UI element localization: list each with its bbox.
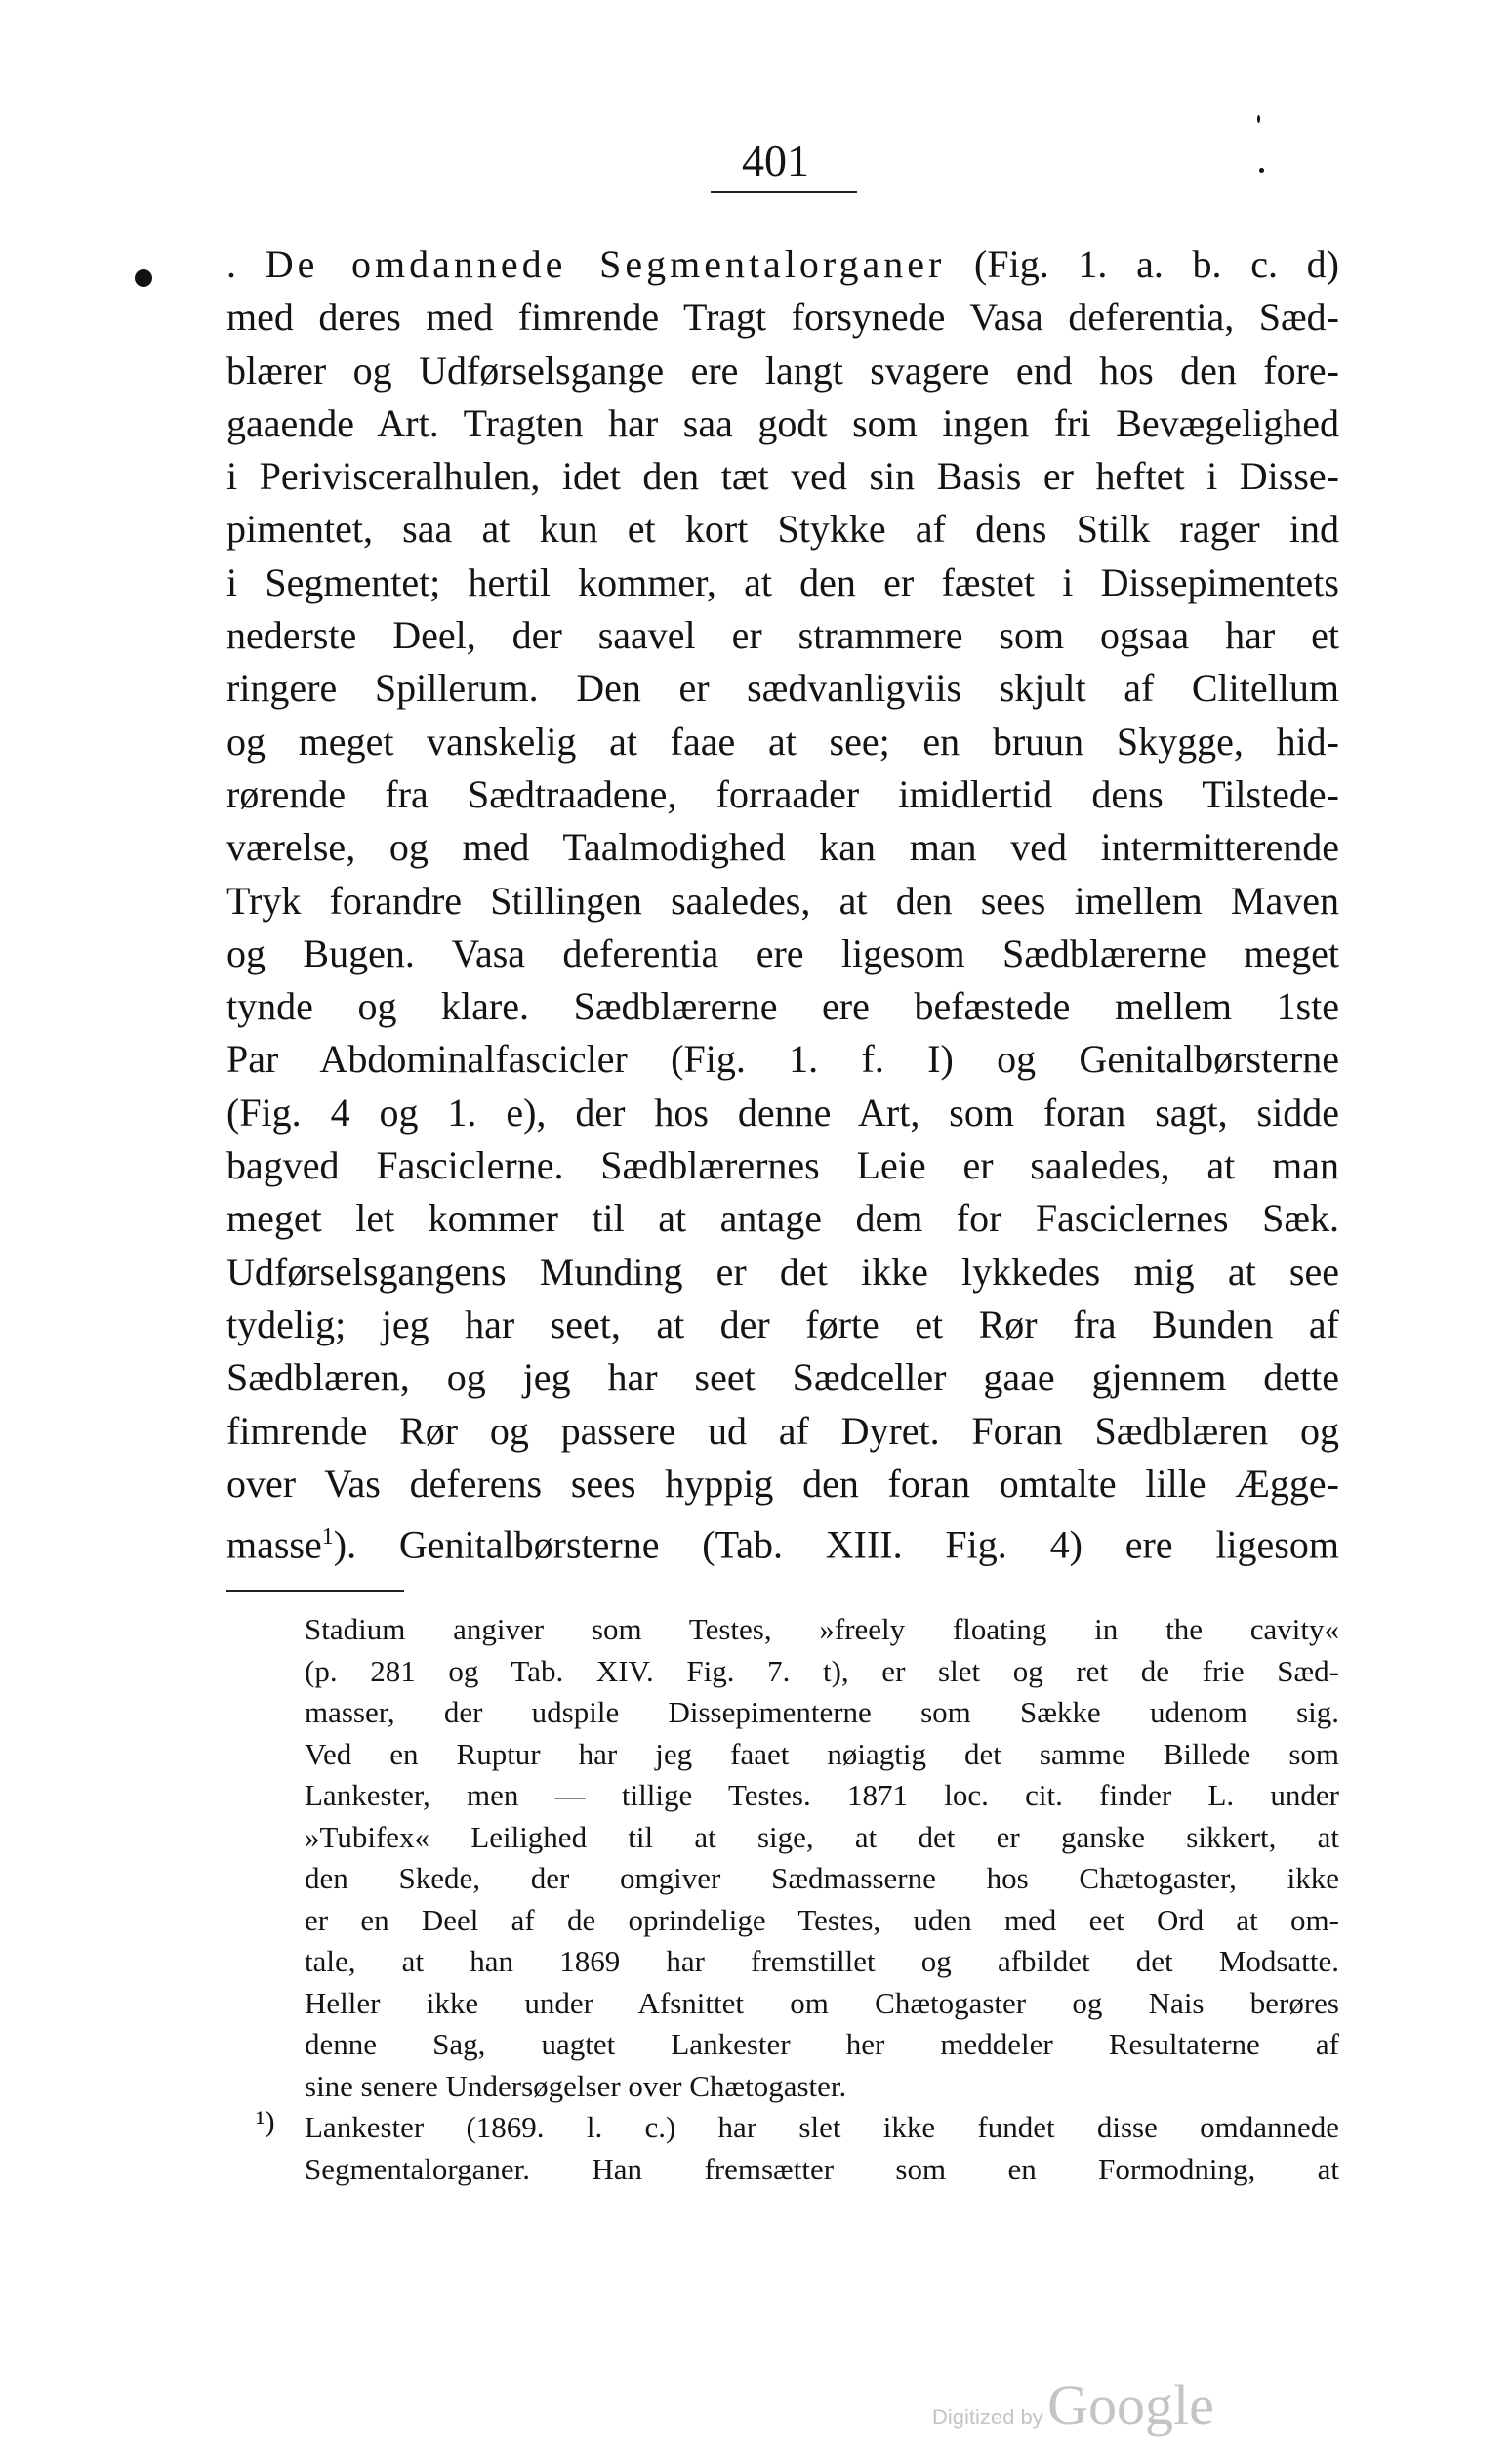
body-line: meget let kommer til at antage dem for Fasciclernes Sæk. bbox=[226, 1196, 1339, 1241]
footnote-line: Stadium angiver som Testes, »freely floating in the cavity« bbox=[305, 1612, 1339, 1646]
footnote-anchor-word: masse bbox=[226, 1522, 322, 1567]
body-line: pimentet, saa at kun et kort Stykke af dens Stilk rager ind bbox=[226, 507, 1339, 552]
footnote-line: sine senere Undersøgelser over Chætogaster. bbox=[305, 2068, 847, 2103]
footnote-line: tale, at han 1869 har fremstillet og afbildet det Modsatte. bbox=[305, 1944, 1339, 1978]
body-line: og meget vanskelig at faae at see; en bruun Skygge, hid- bbox=[226, 719, 1339, 764]
body-line: tynde og klare. Sædblærerne ere befæstede mellem 1ste bbox=[226, 984, 1339, 1029]
body-line: med deres med fimrende Tragt forsynede Vasa deferentia, Sæd- bbox=[226, 295, 1339, 340]
footnote-1-line: Segmentalorganer. Han fremsætter som en Formodning, at bbox=[305, 2151, 1339, 2186]
body-line: gaaende Art. Tragten har saa godt som ingen fri Bevægelighed bbox=[226, 400, 1339, 445]
body-line: bagved Fasciclerne. Sædblærernes Leie er saaledes, at man bbox=[226, 1143, 1339, 1188]
body-line: Sædblæren, og jeg har seet Sædceller gaae gjennem dette bbox=[226, 1355, 1339, 1400]
body-line: i Perivisceralhulen, idet den tæt ved sin Basis er heftet i Disse- bbox=[226, 454, 1339, 499]
footnote-line: Ved en Ruptur har jeg faaet nøiagtig det samme Billede som bbox=[305, 1736, 1339, 1771]
page-number-rule bbox=[711, 191, 857, 193]
footnote-line: Lankester, men — tillige Testes. 1871 loc. cit. finder L. under bbox=[305, 1778, 1339, 1812]
footnote-line: Heller ikke under Afsnittet om Chætogaster og Nais berøres bbox=[305, 1985, 1339, 2020]
footnote-line: masser, der udspile Dissepimenterne som Sække udenom sig. bbox=[305, 1695, 1339, 1729]
body-line: ringere Spillerum. Den er sædvanligviis skjult af Clitellum bbox=[226, 666, 1339, 711]
footnote-line: denne Sag, uagtet Lankester her meddeler Resultaterne af bbox=[305, 2027, 1339, 2061]
body-line: rørende fra Sædtraadene, forraader imidlertid dens Tilstede- bbox=[226, 771, 1339, 816]
digitized-watermark bbox=[932, 2373, 1214, 2438]
watermark-prefix: Digitized by bbox=[932, 2405, 1043, 2429]
footnotes bbox=[305, 1609, 1339, 2190]
footnote-reference: 1 bbox=[321, 1524, 334, 1550]
body-line: Par Abdominalfascicler (Fig. 1. f. I) og Genitalbørsterne bbox=[226, 1037, 1339, 1082]
footnote-line: er en Deel af de oprindelige Testes, uden med eet Ord at om- bbox=[305, 1902, 1339, 1937]
body-line: fimrende Rør og passere ud af Dyret. Foran Sædblæren og bbox=[226, 1408, 1339, 1453]
ink-dot-left bbox=[135, 269, 152, 287]
body-line: nederste Deel, der saavel er strammere som ogsaa har et bbox=[226, 613, 1339, 658]
footnote-1-line: Lankester (1869. l. c.) har slet ikke fundet disse omdannede bbox=[305, 2110, 1339, 2144]
body-text bbox=[226, 238, 1339, 1567]
footnote-line: den Skede, der omgiver Sædmasserne hos Chætogaster, ikke bbox=[305, 1861, 1339, 1895]
section-title-ref: (Fig. 1. a. b. c. d) bbox=[945, 242, 1339, 286]
ink-speck-top-right bbox=[1257, 115, 1260, 123]
body-line: værelse, og med Taalmodighed kan man ved intermitterende bbox=[226, 825, 1339, 870]
footnote-separator bbox=[226, 1590, 404, 1592]
body-line-last bbox=[226, 1510, 1339, 1567]
google-logo: Google bbox=[1047, 2374, 1214, 2437]
footnote-line: (p. 281 og Tab. XIV. Fig. 7. t), er slet og ret de frie Sæd- bbox=[305, 1653, 1339, 1688]
body-line-first bbox=[226, 238, 1339, 291]
footnote-1-marker: ¹) bbox=[256, 2104, 275, 2138]
body-line: (Fig. 4 og 1. e), der hos denne Art, som foran sagt, sidde bbox=[226, 1090, 1339, 1135]
line-marker: . bbox=[226, 242, 236, 286]
body-line: Tryk forandre Stillingen saaledes, at den sees imellem Maven bbox=[226, 878, 1339, 923]
body-line: blærer og Udførselsgange ere langt svagere end hos den fore- bbox=[226, 348, 1339, 393]
body-line-last-rest: ). Genitalbørsterne (Tab. XIII. Fig. 4) ere ligesom bbox=[333, 1522, 1339, 1567]
body-line: Udførselsgangens Munding er det ikke lykkedes mig at see bbox=[226, 1249, 1339, 1294]
body-line: og Bugen. Vasa deferentia ere ligesom Sædblærerne meget bbox=[226, 930, 1339, 975]
body-line: i Segmentet; hertil kommer, at den er fæstet i Dissepimentets bbox=[226, 559, 1339, 604]
footnote-line: »Tubifex« Leilighed til at sige, at det er ganske sikkert, at bbox=[305, 1819, 1339, 1854]
body-line: over Vas deferens sees hyppig den foran omtalte lille Ægge- bbox=[226, 1461, 1339, 1506]
body-line: tydelig; jeg har seet, at der førte et Rør fra Bunden af bbox=[226, 1302, 1339, 1346]
ink-speck-right bbox=[1259, 168, 1264, 173]
section-title: De omdannede Segmentalorganer bbox=[265, 242, 946, 286]
page-number: 401 bbox=[742, 136, 809, 186]
